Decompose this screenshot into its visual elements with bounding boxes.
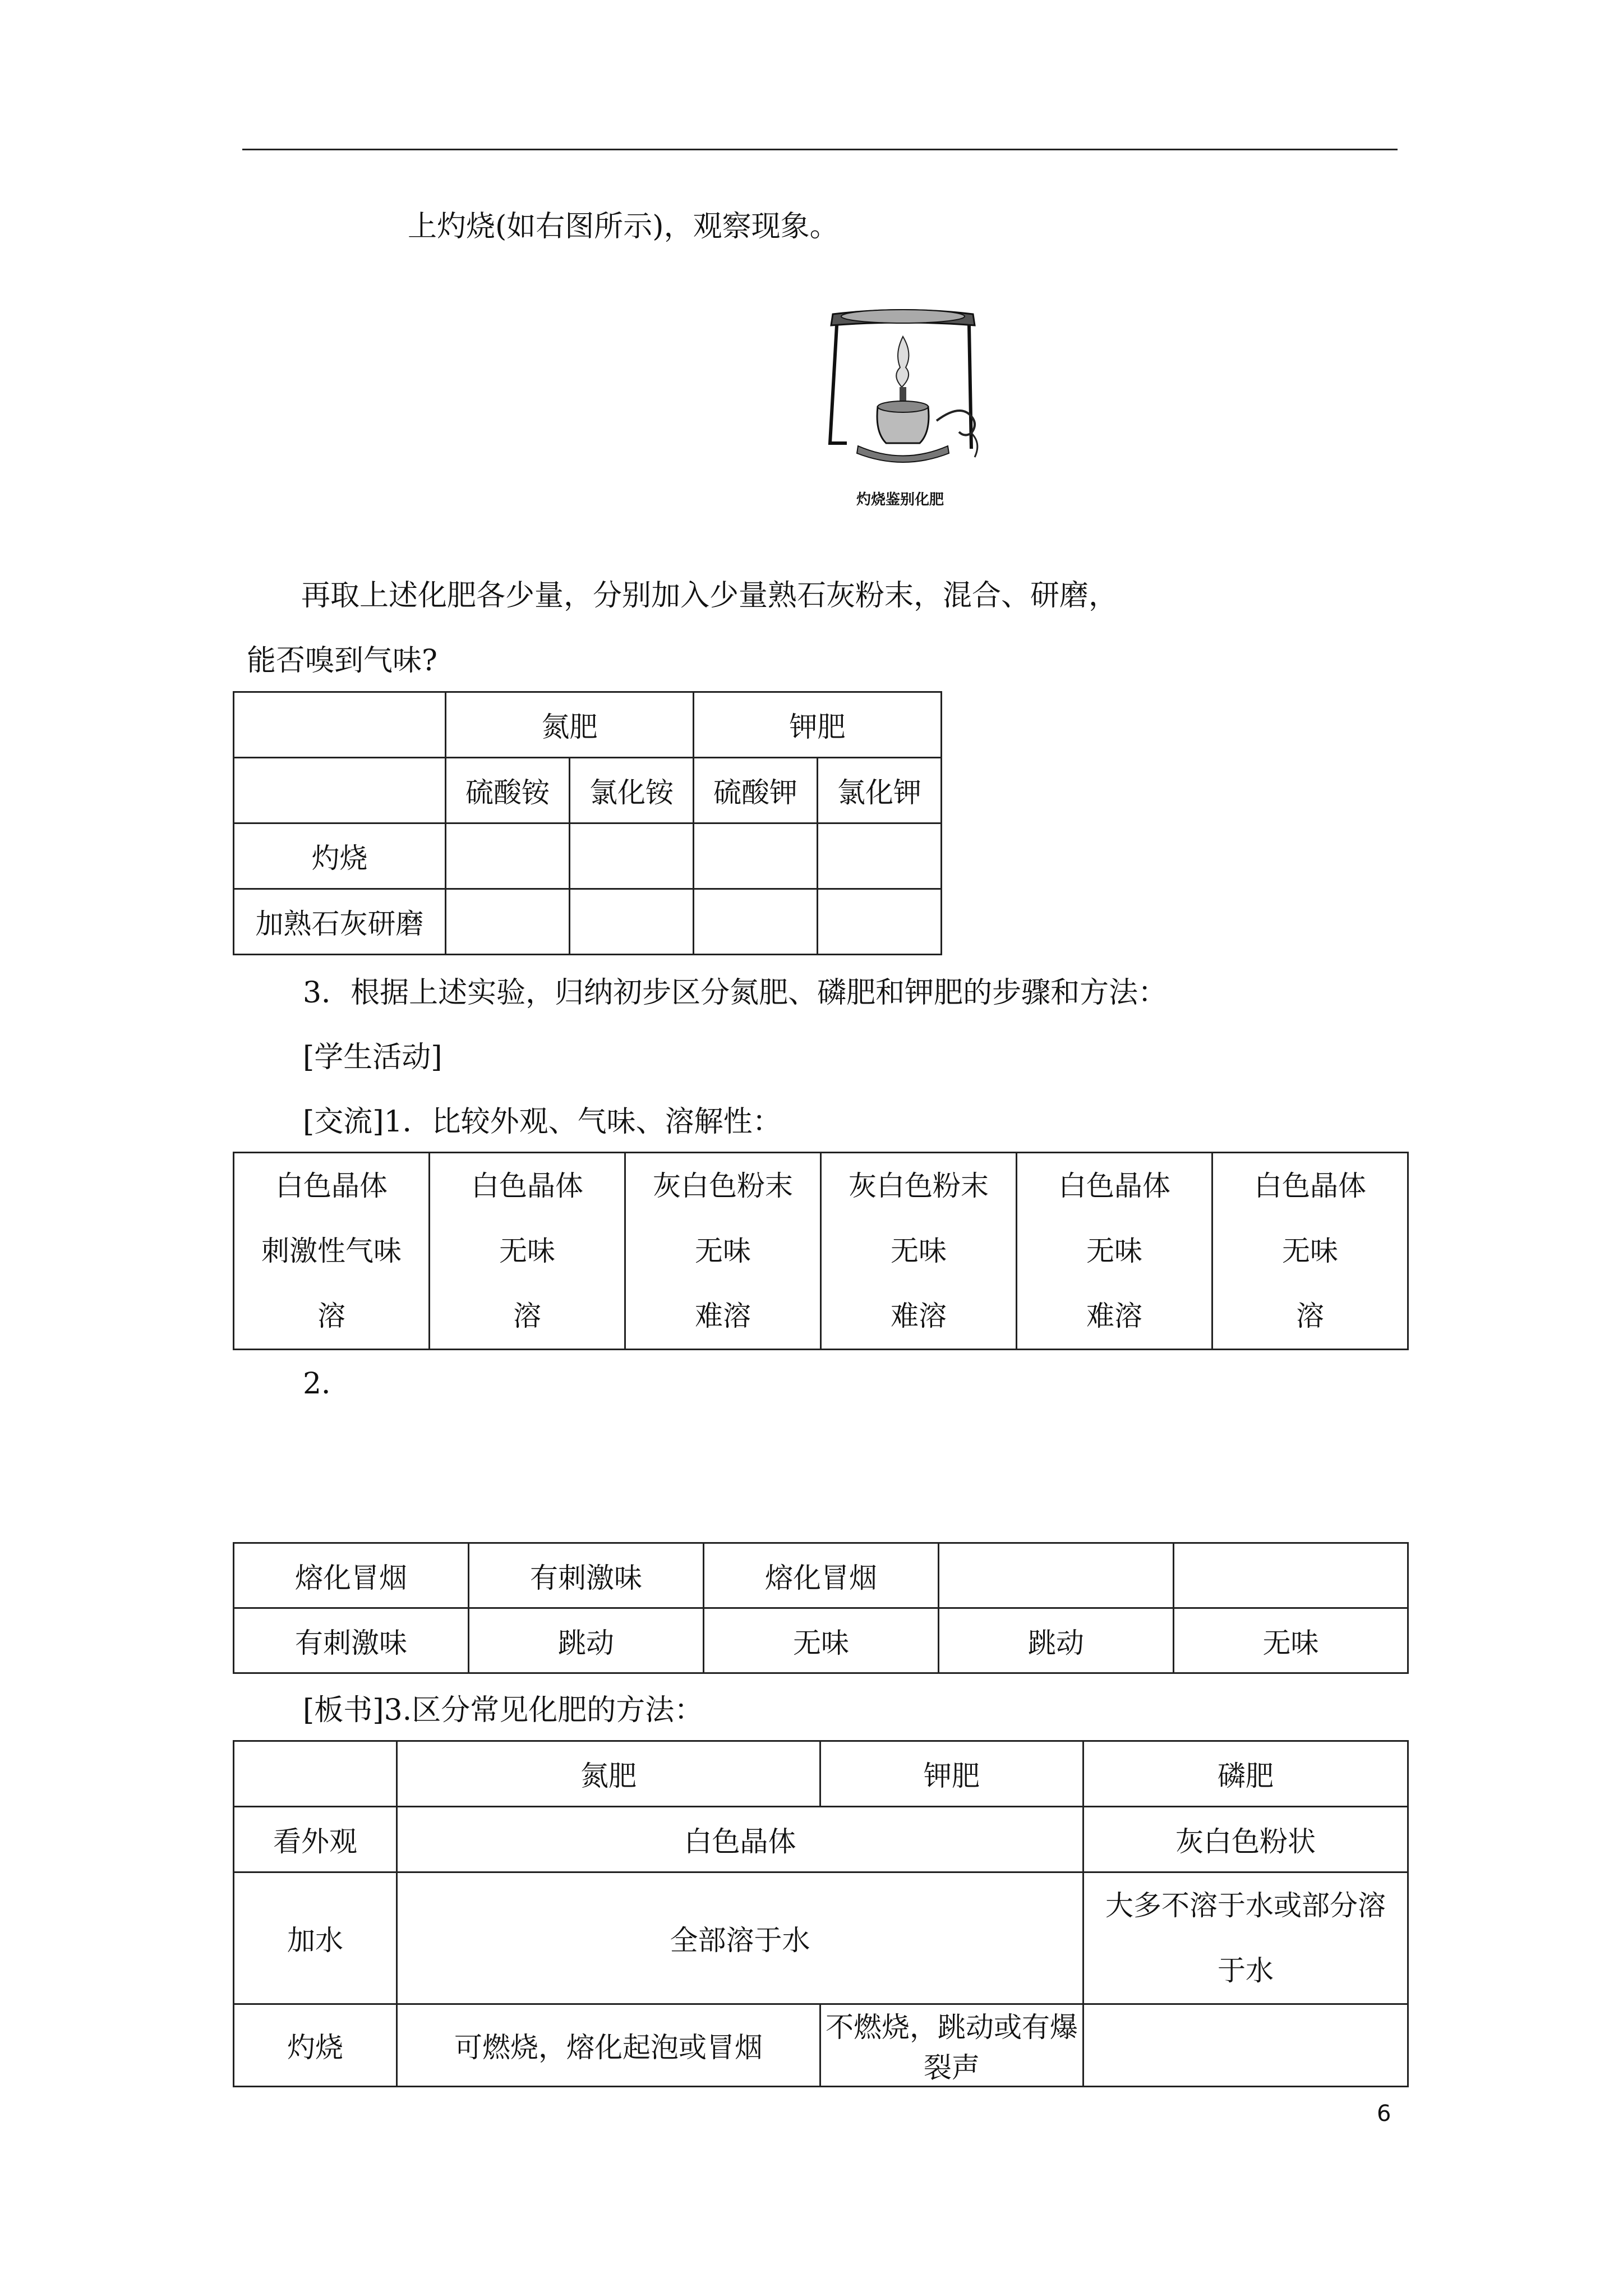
table-header-potassium: 钾肥 xyxy=(694,692,942,758)
table-cell: 灰白色粉状 xyxy=(1083,1807,1408,1872)
table-header-phosphorus: 磷肥 xyxy=(1083,1741,1408,1807)
paragraph-line-1: 再取上述化肥各少量，分别加入少量熟石灰粉末，混合、研磨， xyxy=(301,579,1118,613)
table-cell-empty xyxy=(694,823,818,889)
table-cell: 无味 xyxy=(1174,1608,1408,1673)
table-cell: 全部溶于水 xyxy=(397,1872,1083,2004)
table-row-label-water: 加水 xyxy=(234,1872,397,2004)
table-cell-empty xyxy=(818,889,942,955)
table-header-nitrogen: 氮肥 xyxy=(397,1741,820,1807)
table-burn-results xyxy=(233,1542,1409,1674)
table-cell-multiline: 白色晶体 刺激性气味 溶 xyxy=(234,1153,430,1350)
table-cell: 跳动 xyxy=(939,1608,1174,1673)
table-cell-empty xyxy=(939,1543,1174,1608)
burning-apparatus-figure xyxy=(824,303,987,516)
table-cell: 有刺激味 xyxy=(469,1543,704,1608)
intro-line: 上灼烧(如右图所示)，观察现象。 xyxy=(408,210,839,243)
table-cell-multiline: 白色晶体 无味 溶 xyxy=(1212,1153,1408,1350)
table-cell: 白色晶体 xyxy=(397,1807,1083,1872)
table-row-label-look: 看外观 xyxy=(234,1807,397,1872)
table-cell-multiline: 灰白色粉末 无味 难溶 xyxy=(625,1153,821,1350)
table-row-label-burn: 灼烧 xyxy=(234,2004,397,2087)
step-3-text: 3．根据上述实验，归纳初步区分氮肥、磷肥和钾肥的步骤和方法： xyxy=(303,976,1168,1010)
table-appearance-comparison xyxy=(233,1152,1409,1350)
table-cell: 熔化冒烟 xyxy=(234,1543,469,1608)
table-cell-empty xyxy=(818,823,942,889)
table-cell: 有刺激味 xyxy=(234,1608,469,1673)
table-cell-multiline: 灰白色粉末 无味 难溶 xyxy=(821,1153,1017,1350)
table-cell: 无味 xyxy=(704,1608,939,1673)
table-cell-multiline: 白色晶体 无味 难溶 xyxy=(1017,1153,1212,1350)
table-header-nitrogen: 氮肥 xyxy=(446,692,694,758)
table-cell-empty xyxy=(234,1741,397,1807)
table-row-label-lime: 加熟石灰研磨 xyxy=(234,889,446,955)
table-cell-empty xyxy=(570,889,694,955)
table-fertilizer-observation xyxy=(233,691,942,955)
table-cell-empty xyxy=(1083,2004,1408,2087)
table-cell-multiline: 大多不溶于水或部分溶 于水 xyxy=(1083,1872,1408,2004)
header-rule xyxy=(242,149,1398,150)
figure-caption: 灼烧鉴别化肥 xyxy=(856,491,944,508)
item-2-label: 2． xyxy=(303,1367,351,1401)
table-cell-empty xyxy=(234,758,446,823)
table-cell-empty xyxy=(570,823,694,889)
exchange-1-text: [交流]1．比较外观、气味、溶解性： xyxy=(303,1105,782,1139)
table-cell-empty xyxy=(234,692,446,758)
table-cell: 跳动 xyxy=(469,1608,704,1673)
student-activity-heading: [学生活动] xyxy=(303,1041,442,1074)
table-subheader: 硫酸铵 xyxy=(446,758,570,823)
page-number: 6 xyxy=(1377,2101,1391,2127)
table-cell: 不燃烧，跳动或有爆裂声 xyxy=(820,2004,1083,2087)
table-cell-empty xyxy=(446,889,570,955)
table-row-label-burn: 灼烧 xyxy=(234,823,446,889)
table-cell-empty xyxy=(1174,1543,1408,1608)
table-cell-multiline: 白色晶体 无味 溶 xyxy=(430,1153,625,1350)
table-cell: 可燃烧，熔化起泡或冒烟 xyxy=(397,2004,820,2087)
table-cell: 熔化冒烟 xyxy=(704,1543,939,1608)
table-subheader: 氯化钾 xyxy=(818,758,942,823)
paragraph-line-2: 能否嗅到气味? xyxy=(247,644,437,678)
table-cell-empty xyxy=(446,823,570,889)
table-fertilizer-methods xyxy=(233,1740,1409,2087)
table-subheader: 硫酸钾 xyxy=(694,758,818,823)
table-cell-empty xyxy=(694,889,818,955)
table-subheader: 氯化铵 xyxy=(570,758,694,823)
board-3-text: [板书]3.区分常见化肥的方法： xyxy=(303,1694,704,1727)
table-header-potassium: 钾肥 xyxy=(820,1741,1083,1807)
